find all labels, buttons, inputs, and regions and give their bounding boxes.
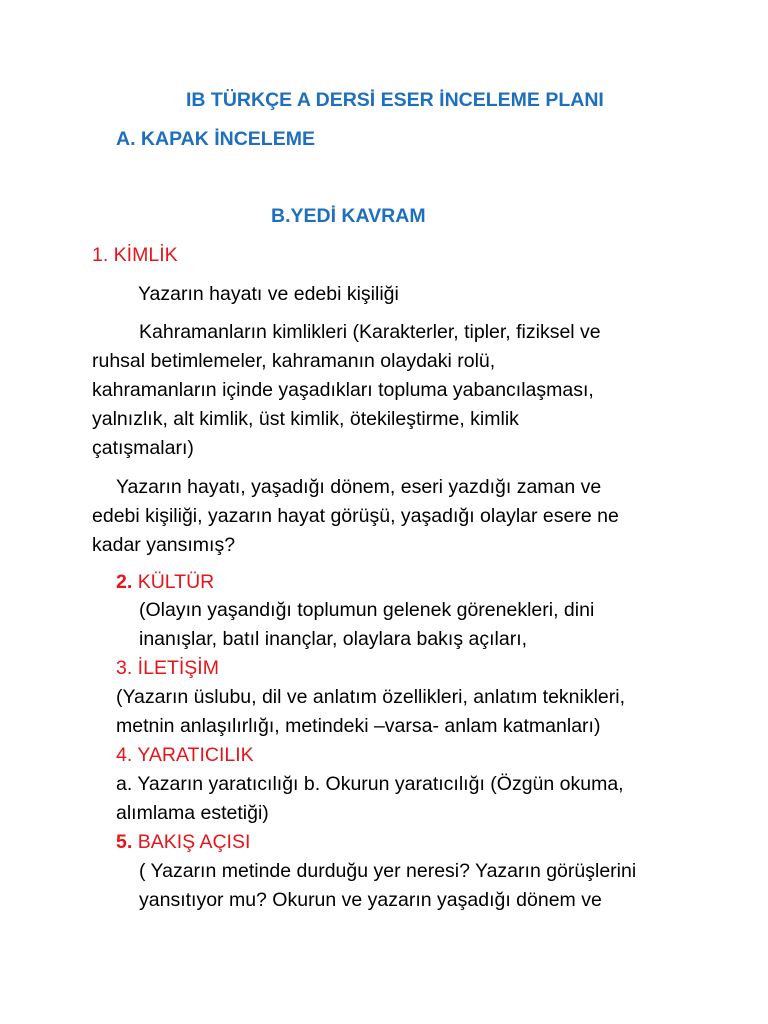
bakis-line: ( Yazarın metinde durduğu yer neresi? Yazarın görüşlerini — [139, 860, 637, 882]
iletisim-line: metnin anlaşılırlığı, metindeki –varsa- anlam katmanları) — [116, 715, 601, 737]
kultur-line: (Olayın yaşandığı toplumun gelenek görenekleri, dini — [139, 599, 595, 621]
section-b-heading: B.YEDİ KAVRAM — [271, 205, 426, 227]
section-a-heading: A. KAPAK İNCELEME — [116, 128, 315, 150]
document-title: IB TÜRKÇE A DERSİ ESER İNCELEME PLANI — [186, 89, 604, 111]
bakis-label: BAKIŞ AÇISI — [137, 831, 251, 853]
kimlik-para3-line: edebi kişiliği, yazarın hayat görüşü, yaşadığı olaylar esere ne — [92, 505, 619, 527]
yaraticilik-line: a. Yazarın yaratıcılığı b. Okurun yaratıcılığı (Özgün okuma, — [116, 773, 624, 795]
kimlik-para2-line: yalnızlık, alt kimlik, üst kimlik, ötekileştirme, kimlik — [92, 408, 519, 430]
iletisim-line: (Yazarın üslubu, dil ve anlatım özellikleri, anlatım teknikleri, — [116, 686, 626, 708]
kimlik-para2-line: çatışmaları) — [92, 437, 194, 459]
bakis-number: 5. — [116, 831, 133, 853]
kimlik-para2-line: kahramanların içinde yaşadıkları topluma yabancılaşması, — [92, 379, 594, 401]
kultur-number: 2. — [116, 571, 133, 593]
kimlik-line: Yazarın hayatı ve edebi kişiliği — [138, 283, 399, 305]
kultur-label: KÜLTÜR — [137, 571, 215, 593]
kimlik-para2-line: ruhsal betimlemeler, kahramanın olaydaki rolü, — [92, 350, 496, 372]
yaraticilik-line: alımlama estetiği) — [116, 802, 269, 824]
kultur-heading — [116, 568, 214, 597]
iletisim-heading: 3. İLETİŞİM — [116, 657, 219, 679]
kultur-line: inanışlar, batıl inançlar, olaylara bakış açıları, — [139, 628, 528, 650]
kimlik-para3-line: kadar yansımış? — [92, 534, 236, 556]
kimlik-para3-line: Yazarın hayatı, yaşadığı dönem, eseri yazdığı zaman ve — [116, 476, 602, 498]
kimlik-heading: 1. KİMLİK — [92, 244, 178, 266]
bakis-heading — [116, 828, 250, 857]
bakis-line: yansıtıyor mu? Okurun ve yazarın yaşadığı dönem ve — [139, 889, 602, 911]
yaraticilik-heading: 4. YARATICILIK — [116, 744, 254, 766]
kimlik-para2-line: Kahramanların kimlikleri (Karakterler, tipler, fiziksel ve — [139, 321, 601, 343]
